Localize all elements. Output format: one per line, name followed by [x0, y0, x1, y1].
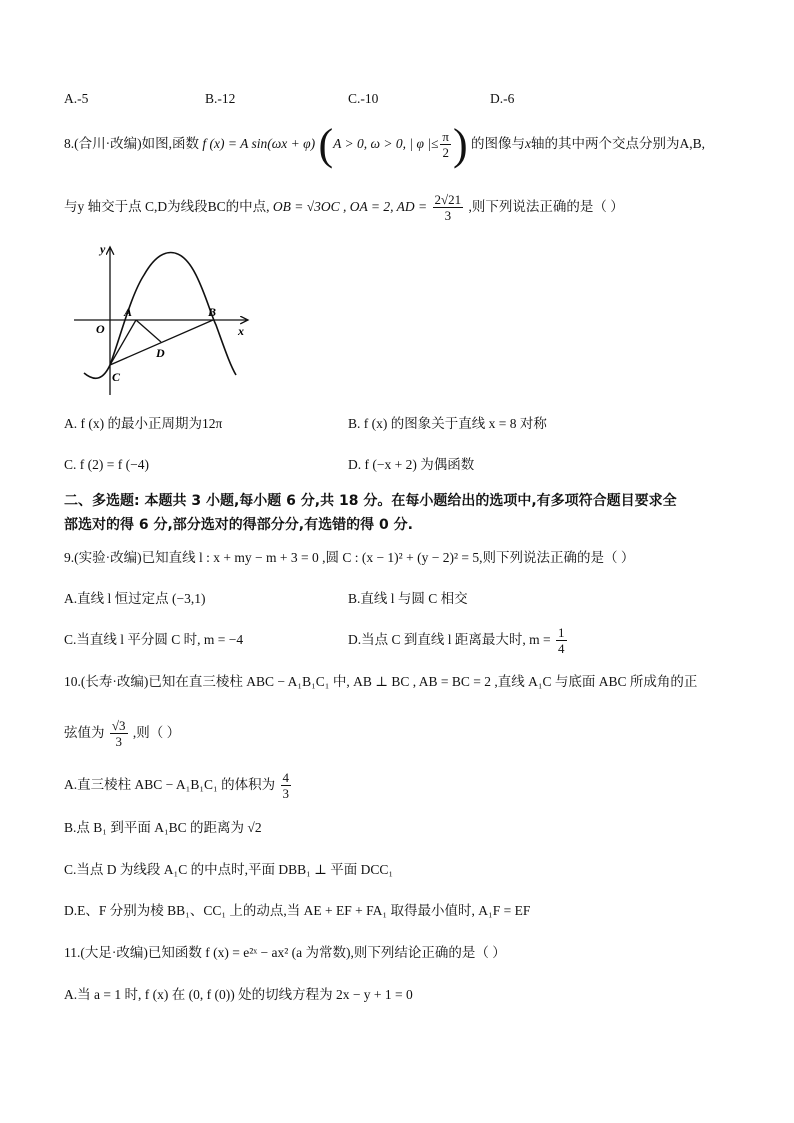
q10-stem-line2	[64, 715, 180, 751]
q9-option-d-text: D.当点 C 到直线 l 距离最大时, m =	[348, 632, 551, 647]
q8-stem-x: x	[525, 136, 532, 151]
q8-option-d: D. f (−x + 2) 为偶函数	[348, 457, 475, 472]
q10-stem-line1: 10.(长寿·改编)已知在直三棱柱 ABC − A₁B₁C₁ 中, AB ⊥ BC , AB = BC = 2 ,直线 A₁C 与底面 ABC 所成角的正	[64, 674, 698, 689]
q8-stem-2c: ,则下列说法正确的是（ ）	[468, 199, 624, 214]
q10-option-b: B.点 B₁ 到平面 A₁BC 的距离为 √2	[64, 820, 262, 835]
label-b: B	[208, 305, 217, 319]
q9-stem: 9.(实验·改编)已知直线 l : x + my − m + 3 = 0 ,圆 C : (x − 1)² + (y − 2)² = 5,则下列说法正确的是（ ）	[64, 550, 635, 565]
q10-stem-2a: 弦值为	[64, 725, 105, 740]
q7-option-b: B.-12	[205, 91, 236, 106]
q8-condition-frac-den: 2	[442, 145, 449, 161]
q9-option-c: C.当直线 l 平分圆 C 时, m = −4	[64, 632, 244, 647]
q8-condition: A > 0, ω > 0, | φ |≤	[333, 136, 439, 151]
q8-function-formula: f (x) = A sin(ωx + φ)	[202, 136, 316, 151]
section-heading-line1: 二、多选题: 本题共 3 小题,每小题 6 分,共 18 分。在每小题给出的选项中,有多项符合题目要求全	[64, 493, 677, 509]
q8-condition-frac-num: π	[442, 129, 449, 145]
q10-sine-num: √3	[111, 718, 126, 734]
q10-sine-den: 3	[115, 734, 122, 750]
q8-option-a: A. f (x) 的最小正周期为12π	[64, 416, 223, 431]
label-c: C	[112, 370, 121, 384]
q8-stem-2a: 与y 轴交于点 C,D为线段BC的中点,	[64, 199, 270, 214]
q8-sine-graph-figure	[66, 235, 256, 400]
q11-option-a: A.当 a = 1 时, f (x) 在 (0, f (0)) 处的切线方程为 2x − y + 1 = 0	[64, 987, 413, 1002]
q10-option-a-text: A.直三棱柱 ABC − A₁B₁C₁ 的体积为	[64, 777, 276, 792]
q10-sine-fraction	[110, 718, 128, 749]
q8-ad-frac-num: 2√21	[434, 192, 462, 208]
q7-option-d: D.-6	[490, 91, 515, 106]
q8-option-c: C. f (2) = f (−4)	[64, 457, 149, 472]
q8-stem-line2	[64, 190, 624, 224]
label-o: O	[96, 322, 105, 336]
label-x: x	[238, 324, 244, 338]
q10-option-a-num: 4	[282, 770, 290, 786]
q9-option-d-den: 4	[558, 641, 565, 657]
q8-stem-line1	[64, 119, 706, 169]
label-y: y	[100, 242, 106, 256]
q8-option-b: B. f (x) 的图象关于直线 x = 8 对称	[348, 416, 547, 431]
segment-ad	[136, 320, 161, 342]
q8-stem-1d: 的图像与	[471, 136, 526, 151]
q10-option-c: C.当点 D 为线段 A₁C 的中点时,平面 DBB₁ ⊥ 平面 DCC₁	[64, 862, 394, 877]
q8-conditions-2: OB = √3OC , OA = 2, AD =	[272, 199, 428, 214]
q9-option-a: A.直线 l 恒过定点 (−3,1)	[64, 591, 206, 606]
label-d: D	[156, 346, 165, 360]
q9-option-d	[348, 622, 569, 658]
q9-option-d-fraction	[556, 625, 567, 656]
q7-option-a: A.-5	[64, 91, 89, 106]
q8-ad-frac-den: 3	[444, 208, 452, 224]
section-heading-line2: 部选对的得 6 分,部分选对的得部分分,有选错的得 0 分.	[64, 517, 413, 533]
q8-stem-1f: 轴的其中两个交点分别为A,B,	[531, 136, 706, 151]
label-a: A	[124, 305, 133, 319]
q8-stem-1a: 8.(合川·改编)如图,函数	[64, 136, 199, 151]
q11-stem: 11.(大足·改编)已知函数 f (x) = e²ˣ − ax² (a 为常数),则下列结论正确的是（ ）	[64, 945, 506, 960]
q8-ad-fraction	[433, 192, 464, 223]
q8-left-paren: (	[318, 119, 334, 169]
q8-condition-fraction	[440, 129, 451, 160]
q10-option-a	[64, 767, 293, 803]
q9-option-b: B.直线 l 与圆 C 相交	[348, 591, 468, 606]
q8-right-paren: )	[453, 119, 468, 169]
q10-stem-2b: ,则（ ）	[132, 725, 181, 740]
q10-option-a-den: 3	[282, 786, 290, 802]
q9-option-d-num: 1	[558, 625, 565, 641]
q10-option-d: D.E、F 分别为棱 BB₁、CC₁ 上的动点,当 AE + EF + FA₁ 取得最小值时, A₁F = EF	[64, 903, 531, 918]
q7-option-c: C.-10	[348, 91, 379, 106]
q10-option-a-fraction	[281, 770, 292, 801]
